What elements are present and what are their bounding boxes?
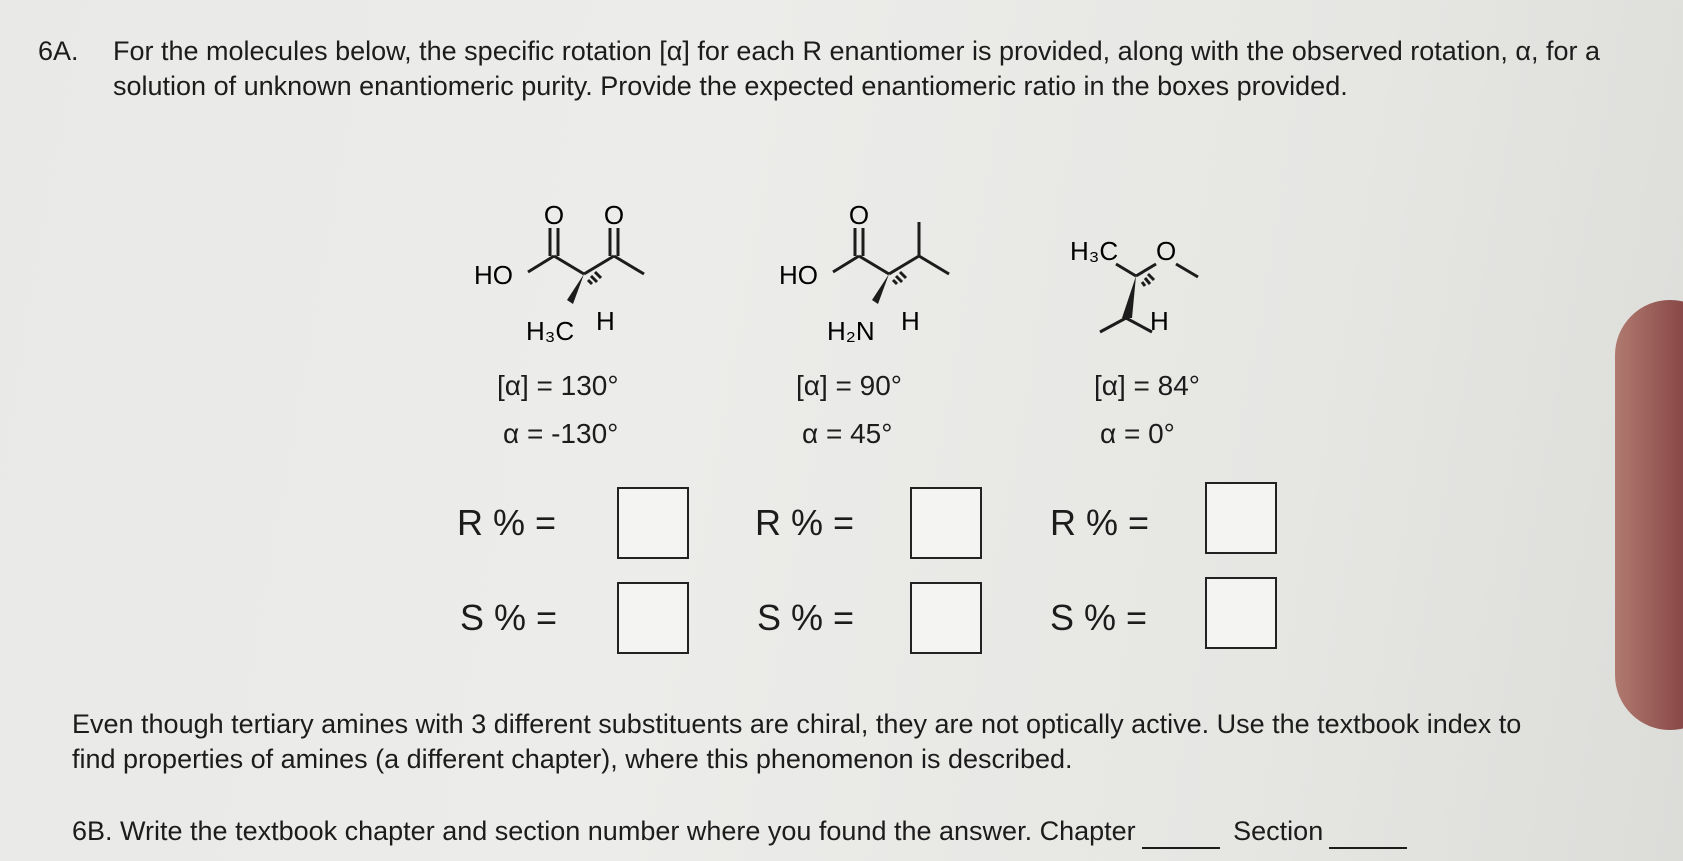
molecule-3-r-percent-box[interactable] bbox=[1205, 482, 1277, 554]
molecule-3-structure bbox=[1070, 200, 1270, 360]
molecule-3-observed-rotation: α = 0° bbox=[1100, 418, 1175, 449]
molecule-1-s-percent-label: S % = bbox=[460, 597, 558, 638]
molecule-2-s-percent-label: S % = bbox=[757, 597, 855, 638]
molecule-1-ho: HO bbox=[474, 260, 513, 290]
molecule-2-h2n: H₂N bbox=[827, 316, 875, 346]
molecule-2-s-percent-box[interactable] bbox=[910, 582, 982, 654]
question-6b bbox=[72, 814, 1592, 849]
amine-note: Even though tertiary amines with 3 different substituents are chiral, they are not optically active. Use the textbook index to find properties of amines (a different chapter), where this phenomenon is described. bbox=[72, 709, 1522, 774]
molecule-1-o1: O bbox=[543, 200, 565, 230]
question-number: 6A. bbox=[38, 36, 79, 66]
molecule-2-structure bbox=[775, 200, 1005, 360]
molecule-3-s-percent-label: S % = bbox=[1050, 597, 1148, 638]
molecule-1-structure bbox=[470, 200, 700, 360]
finger-shadow bbox=[1615, 300, 1683, 730]
molecule-2-r-percent-box[interactable] bbox=[910, 487, 982, 559]
molecule-2-ho: HO bbox=[779, 260, 818, 290]
molecule-3-r-percent-label: R % = bbox=[1050, 502, 1150, 543]
molecule-2-h: H bbox=[901, 306, 920, 336]
question-6b-text: 6B. Write the textbook chapter and section number where you found the answer. Chapter bbox=[72, 816, 1136, 846]
molecule-1-specific-rotation: [α] = 130° bbox=[497, 370, 619, 401]
question-text: For the molecules below, the specific rotation [α] for each R enantiomer is provided, along with the observed rotation, α, for a solution of unknown enantiomeric purity. Provide the expected enantiomeric ratio in the boxes provided. bbox=[113, 36, 1600, 101]
chapter-blank[interactable] bbox=[1142, 819, 1220, 849]
section-blank[interactable] bbox=[1329, 819, 1407, 849]
molecule-3-specific-rotation: [α] = 84° bbox=[1094, 370, 1200, 401]
molecule-3-o: O bbox=[1156, 236, 1177, 266]
molecule-3-s-percent-box[interactable] bbox=[1205, 577, 1277, 649]
molecule-1-h: H bbox=[596, 306, 615, 336]
molecule-1-o2: O bbox=[603, 200, 625, 230]
molecule-1-observed-rotation: α = -130° bbox=[503, 418, 619, 449]
molecule-1-s-percent-box[interactable] bbox=[617, 582, 689, 654]
molecule-2-r-percent-label: R % = bbox=[755, 502, 855, 543]
molecule-1-h3c: H₃C bbox=[526, 316, 575, 346]
molecule-2-specific-rotation: [α] = 90° bbox=[796, 370, 902, 401]
molecule-1-r-percent-label: R % = bbox=[457, 502, 557, 543]
molecule-3-h3c: H₃C bbox=[1070, 236, 1119, 266]
molecule-2-observed-rotation: α = 45° bbox=[802, 418, 893, 449]
molecule-1-r-percent-box[interactable] bbox=[617, 487, 689, 559]
molecule-3-h: H bbox=[1150, 306, 1169, 336]
section-label: Section bbox=[1233, 816, 1324, 846]
molecule-2-o1: O bbox=[848, 200, 870, 230]
